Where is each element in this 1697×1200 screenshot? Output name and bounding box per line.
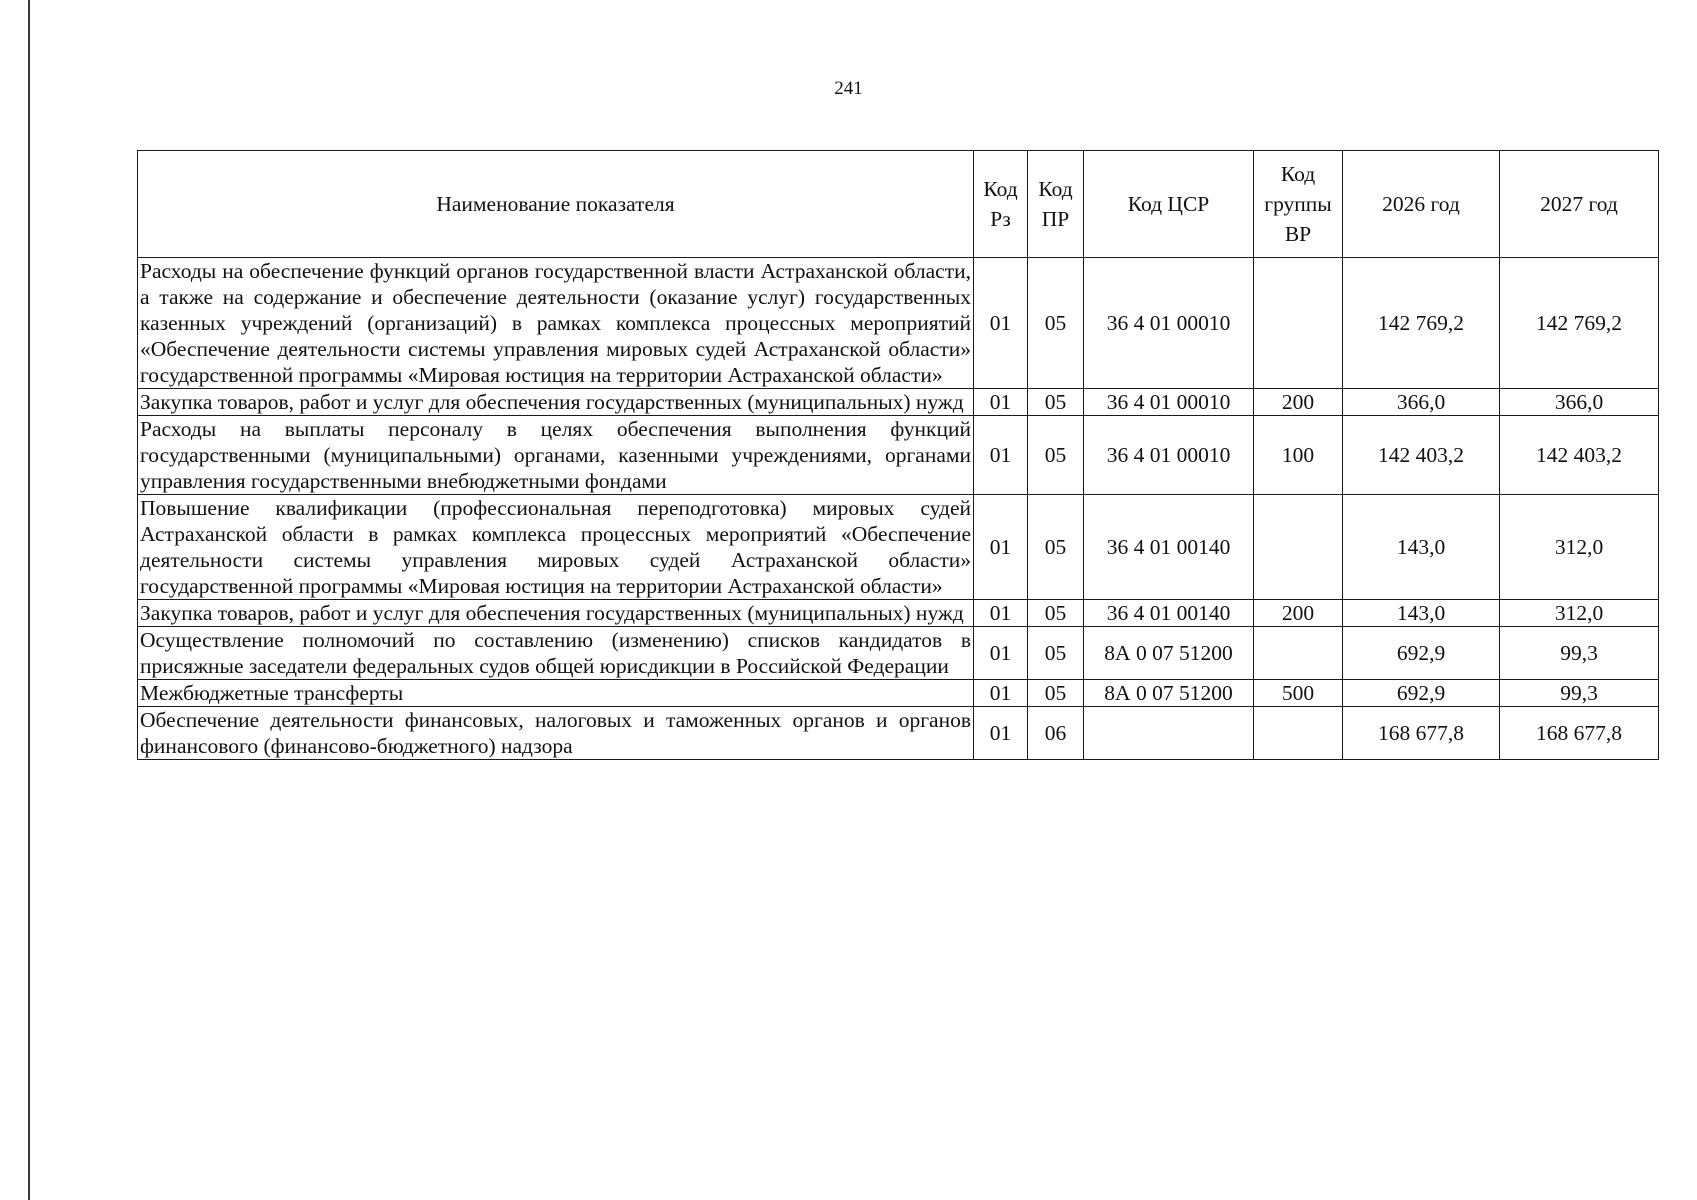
table-row (138, 627, 1659, 680)
row-csr (1084, 707, 1254, 760)
row-rz: 01 (974, 416, 1028, 495)
row-2026: 143,0 (1343, 495, 1500, 600)
row-csr: 36 4 01 00140 (1084, 600, 1254, 627)
row-rz: 01 (974, 495, 1028, 600)
row-pr: 05 (1028, 495, 1084, 600)
page-number: 241 (834, 78, 863, 99)
header-vr: Код группы ВР (1254, 151, 1343, 258)
row-name: Обеспечение деятельности финансовых, налоговых и таможенных органов и органов финансового (финансово-бюджетного) надзора (138, 707, 974, 760)
row-2027: 312,0 (1500, 600, 1659, 627)
header-2027: 2027 год (1500, 151, 1659, 258)
table-row (138, 389, 1659, 416)
row-name: Расходы на выплаты персоналу в целях обеспечения выполнения функций государственными (муниципальными) органами, казенными учреждениями, органами управления государственными внебюджетными фондами (138, 416, 974, 495)
row-2027: 99,3 (1500, 627, 1659, 680)
row-rz: 01 (974, 389, 1028, 416)
row-pr: 05 (1028, 389, 1084, 416)
row-pr: 05 (1028, 600, 1084, 627)
row-pr: 05 (1028, 627, 1084, 680)
row-vr (1254, 258, 1343, 389)
row-name: Закупка товаров, работ и услуг для обеспечения государственных (муниципальных) нужд (138, 600, 974, 627)
header-2026: 2026 год (1343, 151, 1500, 258)
row-2027: 99,3 (1500, 680, 1659, 707)
row-2027: 142 403,2 (1500, 416, 1659, 495)
row-name: Закупка товаров, работ и услуг для обеспечения государственных (муниципальных) нужд (138, 389, 974, 416)
row-2026: 142 403,2 (1343, 416, 1500, 495)
row-pr: 05 (1028, 258, 1084, 389)
row-vr: 500 (1254, 680, 1343, 707)
table-row (138, 600, 1659, 627)
row-name: Повышение квалификации (профессиональная переподготовка) мировых судей Астраханской области в рамках комплекса процессных мероприятий «Обеспечение деятельности системы управления мировых судей Астраханской области» государственной программы «Мировая юстиция на территории Астраханской области» (138, 495, 974, 600)
row-pr: 05 (1028, 680, 1084, 707)
row-csr: 36 4 01 00010 (1084, 416, 1254, 495)
row-2027: 366,0 (1500, 389, 1659, 416)
row-rz: 01 (974, 258, 1028, 389)
table-row (138, 707, 1659, 760)
row-name: Межбюджетные трансферты (138, 680, 974, 707)
header-name: Наименование показателя (138, 151, 974, 258)
header-csr: Код ЦСР (1084, 151, 1254, 258)
row-vr (1254, 495, 1343, 600)
row-rz: 01 (974, 600, 1028, 627)
row-2026: 142 769,2 (1343, 258, 1500, 389)
table-row (138, 416, 1659, 495)
row-vr: 200 (1254, 389, 1343, 416)
row-2026: 143,0 (1343, 600, 1500, 627)
row-2026: 168 677,8 (1343, 707, 1500, 760)
row-pr: 05 (1028, 416, 1084, 495)
row-rz: 01 (974, 627, 1028, 680)
page-margin-line (28, 0, 30, 1200)
row-pr: 06 (1028, 707, 1084, 760)
row-csr: 36 4 01 00010 (1084, 389, 1254, 416)
row-csr: 36 4 01 00140 (1084, 495, 1254, 600)
table-header-row (138, 151, 1659, 258)
row-vr: 100 (1254, 416, 1343, 495)
row-vr (1254, 707, 1343, 760)
row-2027: 142 769,2 (1500, 258, 1659, 389)
row-name: Осуществление полномочий по составлению (изменению) списков кандидатов в присяжные заседатели федеральных судов общей юрисдикции в Российской Федерации (138, 627, 974, 680)
row-csr: 8А 0 07 51200 (1084, 627, 1254, 680)
table-row (138, 680, 1659, 707)
row-2027: 168 677,8 (1500, 707, 1659, 760)
row-name: Расходы на обеспечение функций органов государственной власти Астраханской области, а также на содержание и обеспечение деятельности (оказание услуг) государственных казенных учреждений (организаций) в рамках комплекса процессных мероприятий «Обеспечение деятельности системы управления мировых судей Астраханской области» государственной программы «Мировая юстиция на территории Астраханской области» (138, 258, 974, 389)
row-vr: 200 (1254, 600, 1343, 627)
row-csr: 8А 0 07 51200 (1084, 680, 1254, 707)
row-2026: 692,9 (1343, 680, 1500, 707)
row-2026: 366,0 (1343, 389, 1500, 416)
row-csr: 36 4 01 00010 (1084, 258, 1254, 389)
header-pr: Код ПР (1028, 151, 1084, 258)
header-rz: Код Рз (974, 151, 1028, 258)
table-row (138, 495, 1659, 600)
row-2026: 692,9 (1343, 627, 1500, 680)
row-rz: 01 (974, 707, 1028, 760)
table-row (138, 258, 1659, 389)
row-rz: 01 (974, 680, 1028, 707)
row-vr (1254, 627, 1343, 680)
row-2027: 312,0 (1500, 495, 1659, 600)
budget-table (137, 150, 1659, 760)
